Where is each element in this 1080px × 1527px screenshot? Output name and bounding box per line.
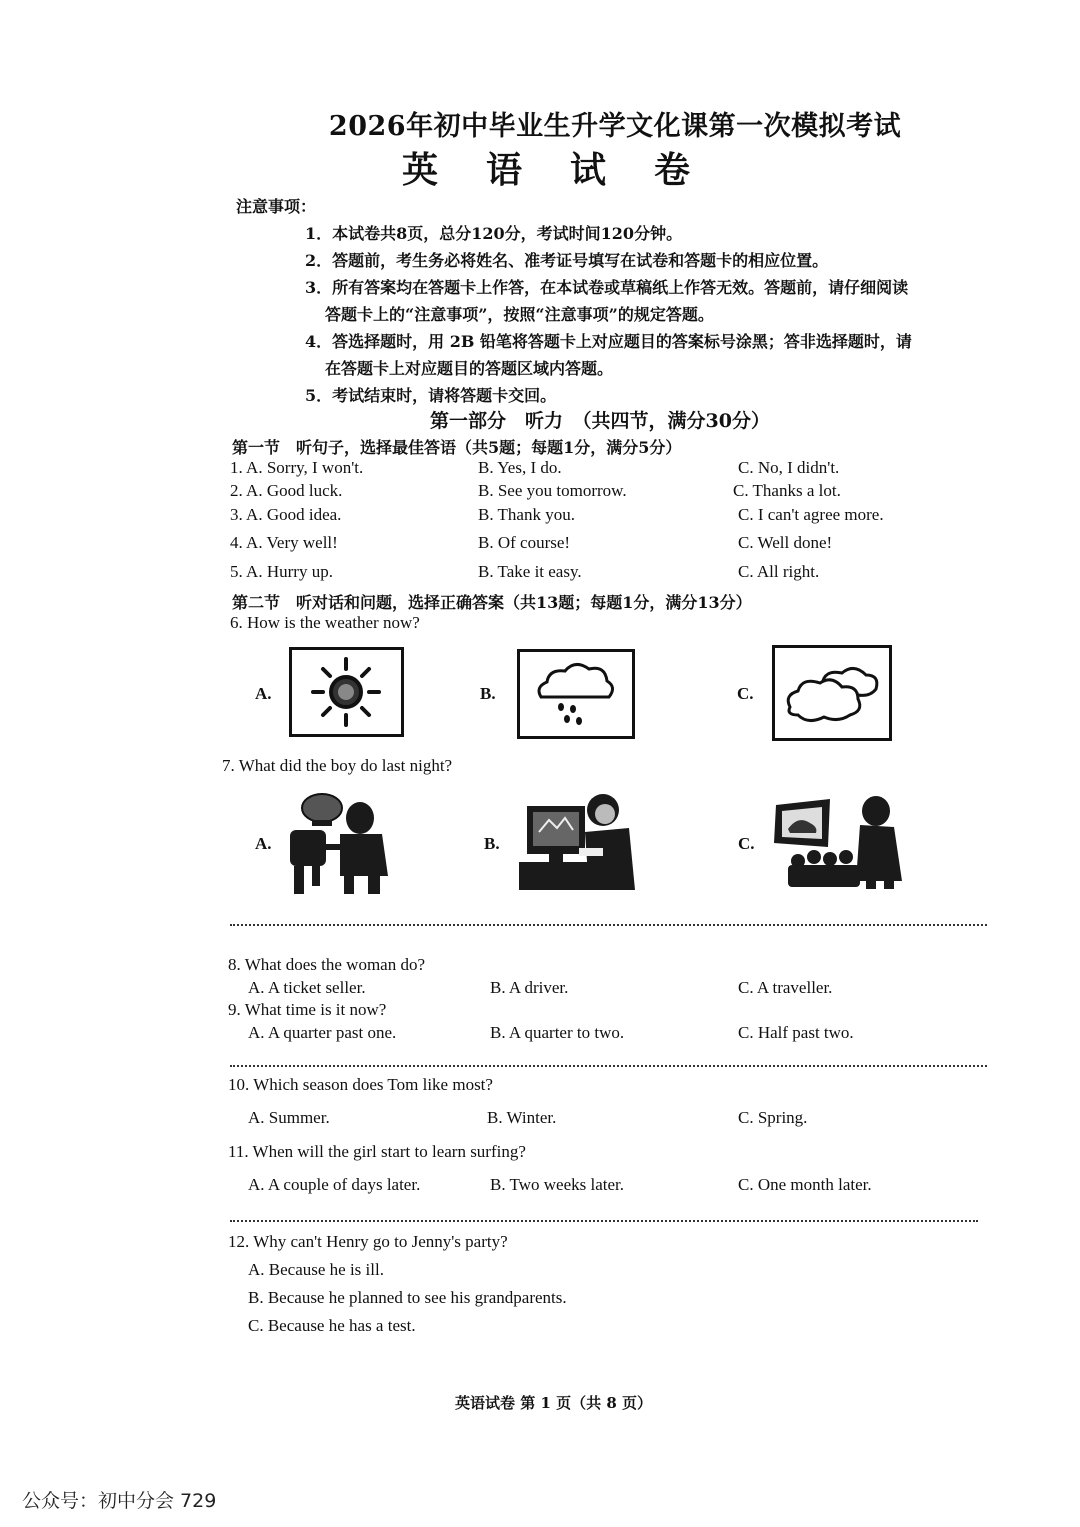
q12-option-a: A. Because he is ill.	[248, 1260, 384, 1279]
q5-option-b: B. Take it easy.	[478, 562, 582, 581]
section1-heading: 第一节 听句子，选择最佳答语（共5题；每题1分，满分5分）	[232, 438, 682, 457]
q2-option-c: C. Thanks a lot.	[733, 481, 841, 500]
notice-item: 在答题卡上对应题目的答题区域内答题。	[325, 359, 614, 378]
q12-option-b: B. Because he planned to see his grandparents.	[248, 1288, 567, 1307]
q12-option-c: C. Because he has a test.	[248, 1316, 416, 1335]
q11-question: 11. When will the girl start to learn surfing?	[228, 1142, 526, 1161]
sun-icon	[313, 659, 379, 725]
notice-item: 1．本试卷共8页，总分120分，考试时间120分钟。	[305, 224, 683, 243]
q6-label-c: C.	[737, 684, 754, 703]
q3-option-c: C. I can't agree more.	[738, 505, 884, 524]
q7-label-a: A.	[255, 834, 272, 853]
boy-reading-picture	[282, 790, 397, 896]
q11-option-a: A. A couple of days later.	[248, 1175, 421, 1194]
q9-option-a: A. A quarter past one.	[248, 1023, 397, 1042]
q7-label-b: B.	[484, 834, 500, 853]
boy-tv-picture	[770, 795, 910, 891]
notice-heading: 注意事项：	[236, 197, 317, 216]
q3-option-b: B. Thank you.	[478, 505, 575, 524]
q1-option-a: 1. A. Sorry, I won't.	[230, 458, 364, 477]
q6-label-b: B.	[480, 684, 496, 703]
q4-option-c: C. Well done!	[738, 533, 833, 552]
part1-heading: 第一部分 听力 （共四节，满分30分）	[430, 410, 770, 432]
notice-item: 5．考试结束时，请将答题卡交回。	[305, 386, 557, 405]
boy-computer-picture	[519, 792, 637, 892]
q9-option-c: C. Half past two.	[738, 1023, 854, 1042]
q1-option-b: B. Yes, I do.	[478, 458, 562, 477]
tv-screen-icon	[774, 799, 830, 847]
q4-option-a: 4. A. Very well!	[230, 533, 338, 552]
q11-option-b: B. Two weeks later.	[490, 1175, 624, 1194]
notice-item: 2．答题前，考生务必将姓名、准考证号填写在试卷和答题卡的相应位置。	[305, 251, 829, 270]
notice-item: 3．所有答案均在答题卡上作答，在本试卷或草稿纸上作答无效。答题前，请仔细阅读	[305, 278, 909, 297]
q5-option-a: 5. A. Hurry up.	[230, 562, 333, 581]
page-footer: 英语试卷 第 1 页（共 8 页）	[455, 1394, 652, 1412]
exam-title: 2026年初中毕业生升学文化课第一次模拟考试	[328, 111, 902, 142]
q2-option-b: B. See you tomorrow.	[478, 481, 627, 500]
q5-option-c: C. All right.	[738, 562, 820, 581]
q6-label-a: A.	[255, 684, 272, 703]
dotted-divider	[230, 1220, 978, 1222]
section2-heading: 第二节 听对话和问题，选择正确答案（共13题；每题1分，满分13分）	[232, 593, 752, 612]
reading-boy-icon	[290, 794, 388, 894]
q4-option-b: B. Of course!	[478, 533, 571, 552]
q10-option-c: C. Spring.	[738, 1108, 808, 1127]
notice-item: 答题卡上的“注意事项”，按照“注意事项”的规定答题。	[325, 305, 714, 324]
notice-item: 4．答选择题时，用 2B 铅笔将答题卡上对应题目的答案标号涂黑；答非选择题时，请	[305, 332, 912, 351]
q10-option-b: B. Winter.	[487, 1108, 557, 1127]
rainy-picture	[517, 649, 635, 739]
q8-option-a: A. A ticket seller.	[248, 978, 366, 997]
q8-question: 8. What does the woman do?	[228, 955, 426, 974]
q8-option-b: B. A driver.	[490, 978, 569, 997]
q7-label-c: C.	[738, 834, 755, 853]
q11-option-c: C. One month later.	[738, 1175, 872, 1194]
cloudy-picture	[772, 645, 892, 741]
q8-option-c: C. A traveller.	[738, 978, 833, 997]
q9-question: 9. What time is it now?	[228, 1000, 387, 1019]
q3-option-a: 3. A. Good idea.	[230, 505, 342, 524]
exam-subtitle: 英语试卷	[401, 149, 738, 191]
dotted-divider	[230, 924, 987, 926]
watermark-text: 公众号：初中分会 729	[22, 1490, 217, 1512]
q10-option-a: A. Summer.	[248, 1108, 330, 1127]
sunny-picture	[289, 647, 404, 737]
q1-option-c: C. No, I didn't.	[738, 458, 840, 477]
dotted-divider	[230, 1065, 987, 1067]
q6-question: 6. How is the weather now?	[230, 613, 420, 632]
q7-question: 7. What did the boy do last night?	[222, 756, 453, 775]
q10-question: 10. Which season does Tom like most?	[228, 1075, 493, 1094]
q9-option-b: B. A quarter to two.	[490, 1023, 625, 1042]
q2-option-a: 2. A. Good luck.	[230, 481, 343, 500]
q12-question: 12. Why can't Henry go to Jenny's party?	[228, 1232, 508, 1251]
